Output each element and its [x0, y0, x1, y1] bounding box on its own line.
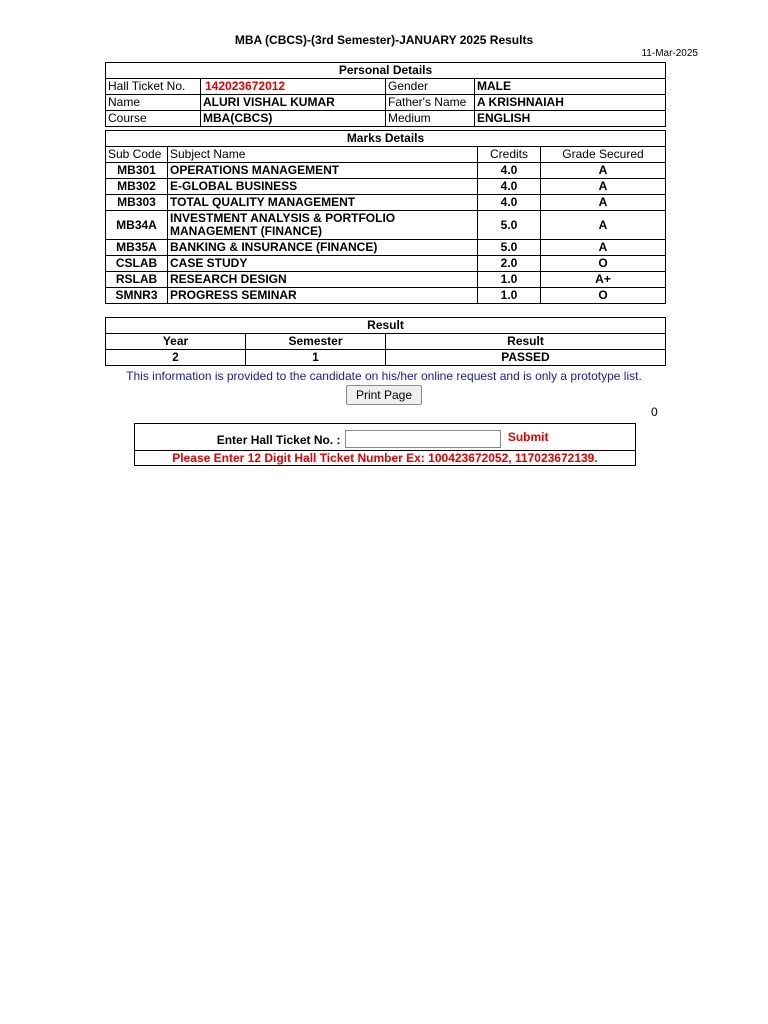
col-header-credits: Credits	[478, 147, 541, 163]
credits: 4.0	[478, 163, 541, 179]
marks-details-table	[105, 130, 666, 304]
course-value: MBA(CBCS)	[201, 111, 386, 127]
hall-ticket-input[interactable]	[345, 430, 501, 448]
credits: 1.0	[478, 272, 541, 288]
subject-name: BANKING & INSURANCE (FINANCE)	[168, 240, 478, 256]
sub-code: CSLAB	[106, 256, 168, 272]
name-value: ALURI VISHAL KUMAR	[201, 95, 386, 111]
father-name-value: A KRISHNAIAH	[475, 95, 666, 111]
grade: A	[541, 163, 666, 179]
medium-label: Medium	[386, 111, 475, 127]
col-header-sub-code: Sub Code	[106, 147, 168, 163]
credits: 5.0	[478, 211, 541, 240]
hall-ticket-label: Hall Ticket No.	[106, 79, 201, 95]
print-page-button[interactable]: Print Page	[346, 385, 422, 405]
result-year: 2	[106, 350, 246, 366]
col-header-year: Year	[106, 334, 246, 350]
personal-details-table	[105, 62, 666, 127]
credits: 1.0	[478, 288, 541, 304]
table-row	[106, 256, 666, 272]
subject-name: E-GLOBAL BUSINESS	[168, 179, 478, 195]
medium-value: ENGLISH	[475, 111, 666, 127]
hall-ticket-input-label: Enter Hall Ticket No. :	[216, 432, 341, 447]
result-date: 11-Mar-2025	[641, 48, 698, 59]
hall-ticket-form	[134, 423, 636, 466]
result-table	[105, 317, 666, 366]
credits: 2.0	[478, 256, 541, 272]
credits: 4.0	[478, 195, 541, 211]
sub-code: MB35A	[106, 240, 168, 256]
grade: O	[541, 256, 666, 272]
gender-label: Gender	[386, 79, 475, 95]
subject-name: CASE STUDY	[168, 256, 478, 272]
submit-button[interactable]: Submit	[504, 430, 553, 444]
grade: A	[541, 240, 666, 256]
table-row	[106, 179, 666, 195]
subject-name: RESEARCH DESIGN	[168, 272, 478, 288]
col-header-grade: Grade Secured	[541, 147, 666, 163]
prototype-notice: This information is provided to the candidate on his/her online request and is only a prototype list.	[126, 369, 642, 383]
grade: A	[541, 211, 666, 240]
credits: 4.0	[478, 179, 541, 195]
table-row	[106, 272, 666, 288]
col-header-result: Result	[386, 334, 666, 350]
page-title: MBA (CBCS)-(3rd Semester)-JANUARY 2025 Results	[234, 33, 534, 47]
table-row	[106, 288, 666, 304]
subject-name: PROGRESS SEMINAR	[168, 288, 478, 304]
grade: A+	[541, 272, 666, 288]
course-label: Course	[106, 111, 201, 127]
gender-value: MALE	[475, 79, 666, 95]
grade: A	[541, 195, 666, 211]
grade: A	[541, 179, 666, 195]
table-row	[106, 211, 666, 240]
marks-details-heading: Marks Details	[106, 131, 666, 147]
personal-details-heading: Personal Details	[106, 63, 666, 79]
sub-code: SMNR3	[106, 288, 168, 304]
father-name-label: Father's Name	[386, 95, 475, 111]
subject-name: TOTAL QUALITY MANAGEMENT	[168, 195, 478, 211]
col-header-subject-name: Subject Name	[168, 147, 478, 163]
sub-code: MB303	[106, 195, 168, 211]
result-semester: 1	[246, 350, 386, 366]
subject-name: INVESTMENT ANALYSIS & PORTFOLIO MANAGEMENT (FINANCE)	[168, 211, 478, 240]
sub-code: MB301	[106, 163, 168, 179]
credits: 5.0	[478, 240, 541, 256]
grade: O	[541, 288, 666, 304]
name-label: Name	[106, 95, 201, 111]
table-row	[106, 163, 666, 179]
result-status: PASSED	[386, 350, 666, 366]
sub-code: MB34A	[106, 211, 168, 240]
col-header-semester: Semester	[246, 334, 386, 350]
sub-code: RSLAB	[106, 272, 168, 288]
table-row	[106, 240, 666, 256]
visit-counter: 0	[651, 405, 658, 419]
hall-ticket-hint: Please Enter 12 Digit Hall Ticket Number Ex: 100423672052, 117023672139.	[135, 451, 636, 466]
result-heading: Result	[106, 318, 666, 334]
table-row	[106, 195, 666, 211]
sub-code: MB302	[106, 179, 168, 195]
hall-ticket-value: 142023672012	[201, 79, 386, 95]
subject-name: OPERATIONS MANAGEMENT	[168, 163, 478, 179]
